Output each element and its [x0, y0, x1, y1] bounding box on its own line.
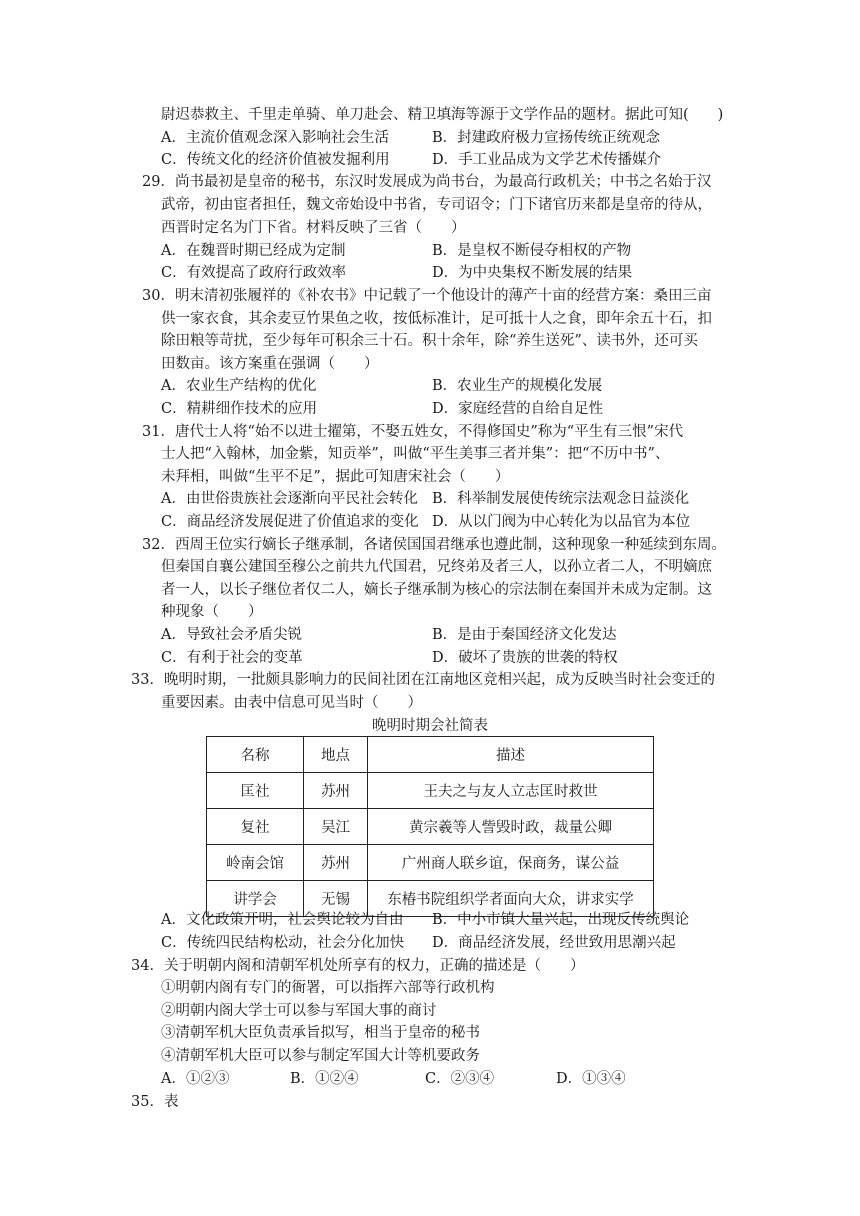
q31-option-d: D．从以门阀为中心转化为以品官为本位 [432, 514, 691, 530]
q29-line-3: 西晋时定名为门下省。材料反映了三省（ ） [161, 220, 466, 236]
table-header-row [207, 737, 654, 773]
table-row [207, 845, 654, 881]
column-header-location: 地点 [304, 737, 368, 773]
q34-option-d: D．①③④ [556, 1071, 626, 1087]
q32-line-4: 种现象（ ） [161, 604, 263, 620]
q28-option-b: B．封建政府极力宣扬传统正统观念 [432, 130, 661, 146]
q32-option-d: D．破坏了贵族的世袭的特权 [432, 650, 618, 666]
q34-option-c: C．②③④ [425, 1071, 495, 1087]
q31-line-3: 未拜相，叫做“生平不足”，据此可知唐宋社会（ ） [161, 469, 510, 485]
q29-option-c: C．有效提高了政府行政效率 [161, 265, 347, 281]
table-row [207, 773, 654, 809]
q34-statement-2: ②明朝内阁大学士可以参与军国大事的商讨 [161, 1003, 437, 1019]
q28-option-a: A．主流价值观念深入影响社会生活 [161, 130, 389, 146]
cell-name: 岭南会馆 [207, 845, 304, 881]
q30-option-b: B．农业生产的规模化发展 [432, 378, 603, 394]
q32-option-c: C．有利于社会的变革 [161, 650, 303, 666]
q28-option-d: D．手工业品成为文学艺术传播媒介 [432, 152, 662, 168]
q29-line-1: 29．尚书最初是皇帝的秘书，东汉时发展成为尚书台，为最高行政机关；中书之名始于汉 [142, 174, 712, 190]
q31-line-1: 31．唐代士人将“始不以进士擢第，不娶五姓女，不得修国史”称为“平生有三恨”宋代 [142, 424, 684, 440]
cell-description: 东椿书院组织学者面向大众，讲求实学 [368, 881, 654, 917]
q30-line-1: 30．明末清初张履祥的《补农书》中记载了一个他设计的薄产十亩的经营方案：桑田三亩 [142, 288, 712, 304]
q31-option-a: A．由世俗贵族社会逐渐向平民社会转化 [161, 491, 418, 507]
q32-option-b: B．是由于秦国经济文化发达 [432, 627, 617, 643]
q34-option-a: A．①②③ [161, 1071, 230, 1087]
cell-location: 苏州 [304, 773, 368, 809]
q34-statement-1: ①明朝内阁有专门的衙署，可以指挥六部等行政机构 [161, 980, 495, 996]
q29-option-a: A．在魏晋时期已经成为定制 [161, 243, 346, 259]
cell-location: 苏州 [304, 845, 368, 881]
q28-stem: 尉迟恭救主、千里走单骑、单刀赴会、精卫填海等源于文学作品的题材。据此可知( ) [161, 107, 724, 123]
q30-line-2: 供一家衣食，其余麦豆竹果鱼之收，按低标准计，足可抵十人之食，即年余五十石，扣 [161, 311, 712, 327]
q28-option-c: C．传统文化的经济价值被发掘利用 [161, 152, 390, 168]
q30-option-a: A．农业生产结构的优化 [161, 378, 317, 394]
q34-statement-3: ③清朝军机大臣负责承旨拟写，相当于皇帝的秘书 [161, 1025, 480, 1041]
q34-line-1: 34．关于明朝内阁和清朝军机处所享有的权力，正确的描述是（ ） [131, 958, 585, 974]
cell-location: 吴江 [304, 809, 368, 845]
q30-line-3: 除田粮等苛扰，至少每年可积余三十石。积十余年，除“养生送死”、读书外，还可买 [161, 333, 698, 349]
table-row [207, 809, 654, 845]
q33-line-1: 33．晚明时期，一批颇具影响力的民间社团在江南地区竞相兴起，成为反映当时社会变迁的 [131, 672, 715, 688]
cell-name: 复社 [207, 809, 304, 845]
q32-line-3: 者一人，以长子继位者仅二人，嫡长子继承制为核心的宗法制在秦国并未成为定制。这 [161, 582, 712, 598]
q33-line-2: 重要因素。由表中信息可见当时（ ） [161, 695, 422, 711]
q34-option-b: B．①②④ [290, 1071, 359, 1087]
q29-option-d: D．为中央集权不断发展的结果 [432, 265, 633, 281]
q31-option-c: C．商品经济发展促进了价值追求的变化 [161, 514, 419, 530]
cell-name: 匡社 [207, 773, 304, 809]
q30-line-4: 田数亩。该方案重在强调（ ） [161, 356, 379, 372]
q34-statement-4: ④清朝军机大臣可以参与制定军国大计等机要政务 [161, 1048, 480, 1064]
q32-option-a: A．导致社会矛盾尖锐 [161, 627, 302, 643]
q33-option-d: D．商品经济发展，经世致用思潮兴起 [432, 935, 676, 951]
q29-line-2: 武帝，初由宦者担任，魏文帝始设中书省，专司诏令；门下诸官历来都是皇帝的待从， [161, 197, 712, 213]
column-header-name: 名称 [207, 737, 304, 773]
q32-line-2: 但秦国自襄公建国至穆公之前共九代国君，兄终弟及者三人，以孙立者二人，不明嫡庶 [161, 559, 712, 575]
q29-option-b: B．是皇权不断侵夺相权的产物 [432, 243, 632, 259]
q30-option-c: C．精耕细作技术的应用 [161, 401, 318, 417]
q31-option-b: B．科举制发展使传统宗法观念日益淡化 [432, 491, 690, 507]
q31-line-2: 士人把“入翰林，加金紫，知贡举”，叫做“平生美事三者并集”：把“不历中书”、 [161, 446, 670, 462]
q30-option-d: D．家庭经营的自给自足性 [432, 401, 604, 417]
society-table [206, 736, 654, 917]
q33-option-c: C．传统四民结构松动，社会分化加快 [161, 935, 405, 951]
cell-description: 黄宗羲等人訾毁时政，裁量公卿 [368, 809, 654, 845]
cell-description: 广州商人联乡谊，保商务，谋公益 [368, 845, 654, 881]
q33-option-a: A．文化政策开明，社会舆论较为自由 [161, 912, 404, 928]
q32-line-1: 32．西周王位实行嫡长子继承制，各诸侯国国君继承也遵此制，这种现象一种延续到东周。 [142, 537, 726, 553]
q33-option-b: B．中小市镇大量兴起，出现反传统舆论 [432, 912, 690, 928]
q35-line-1: 35．表 [131, 1094, 179, 1110]
cell-name: 讲学会 [207, 881, 304, 917]
column-header-description: 描述 [368, 737, 654, 773]
cell-location: 无锡 [304, 881, 368, 917]
table-caption: 晚明时期会社简表 [372, 718, 488, 734]
cell-description: 王夫之与友人立志匡时救世 [368, 773, 654, 809]
